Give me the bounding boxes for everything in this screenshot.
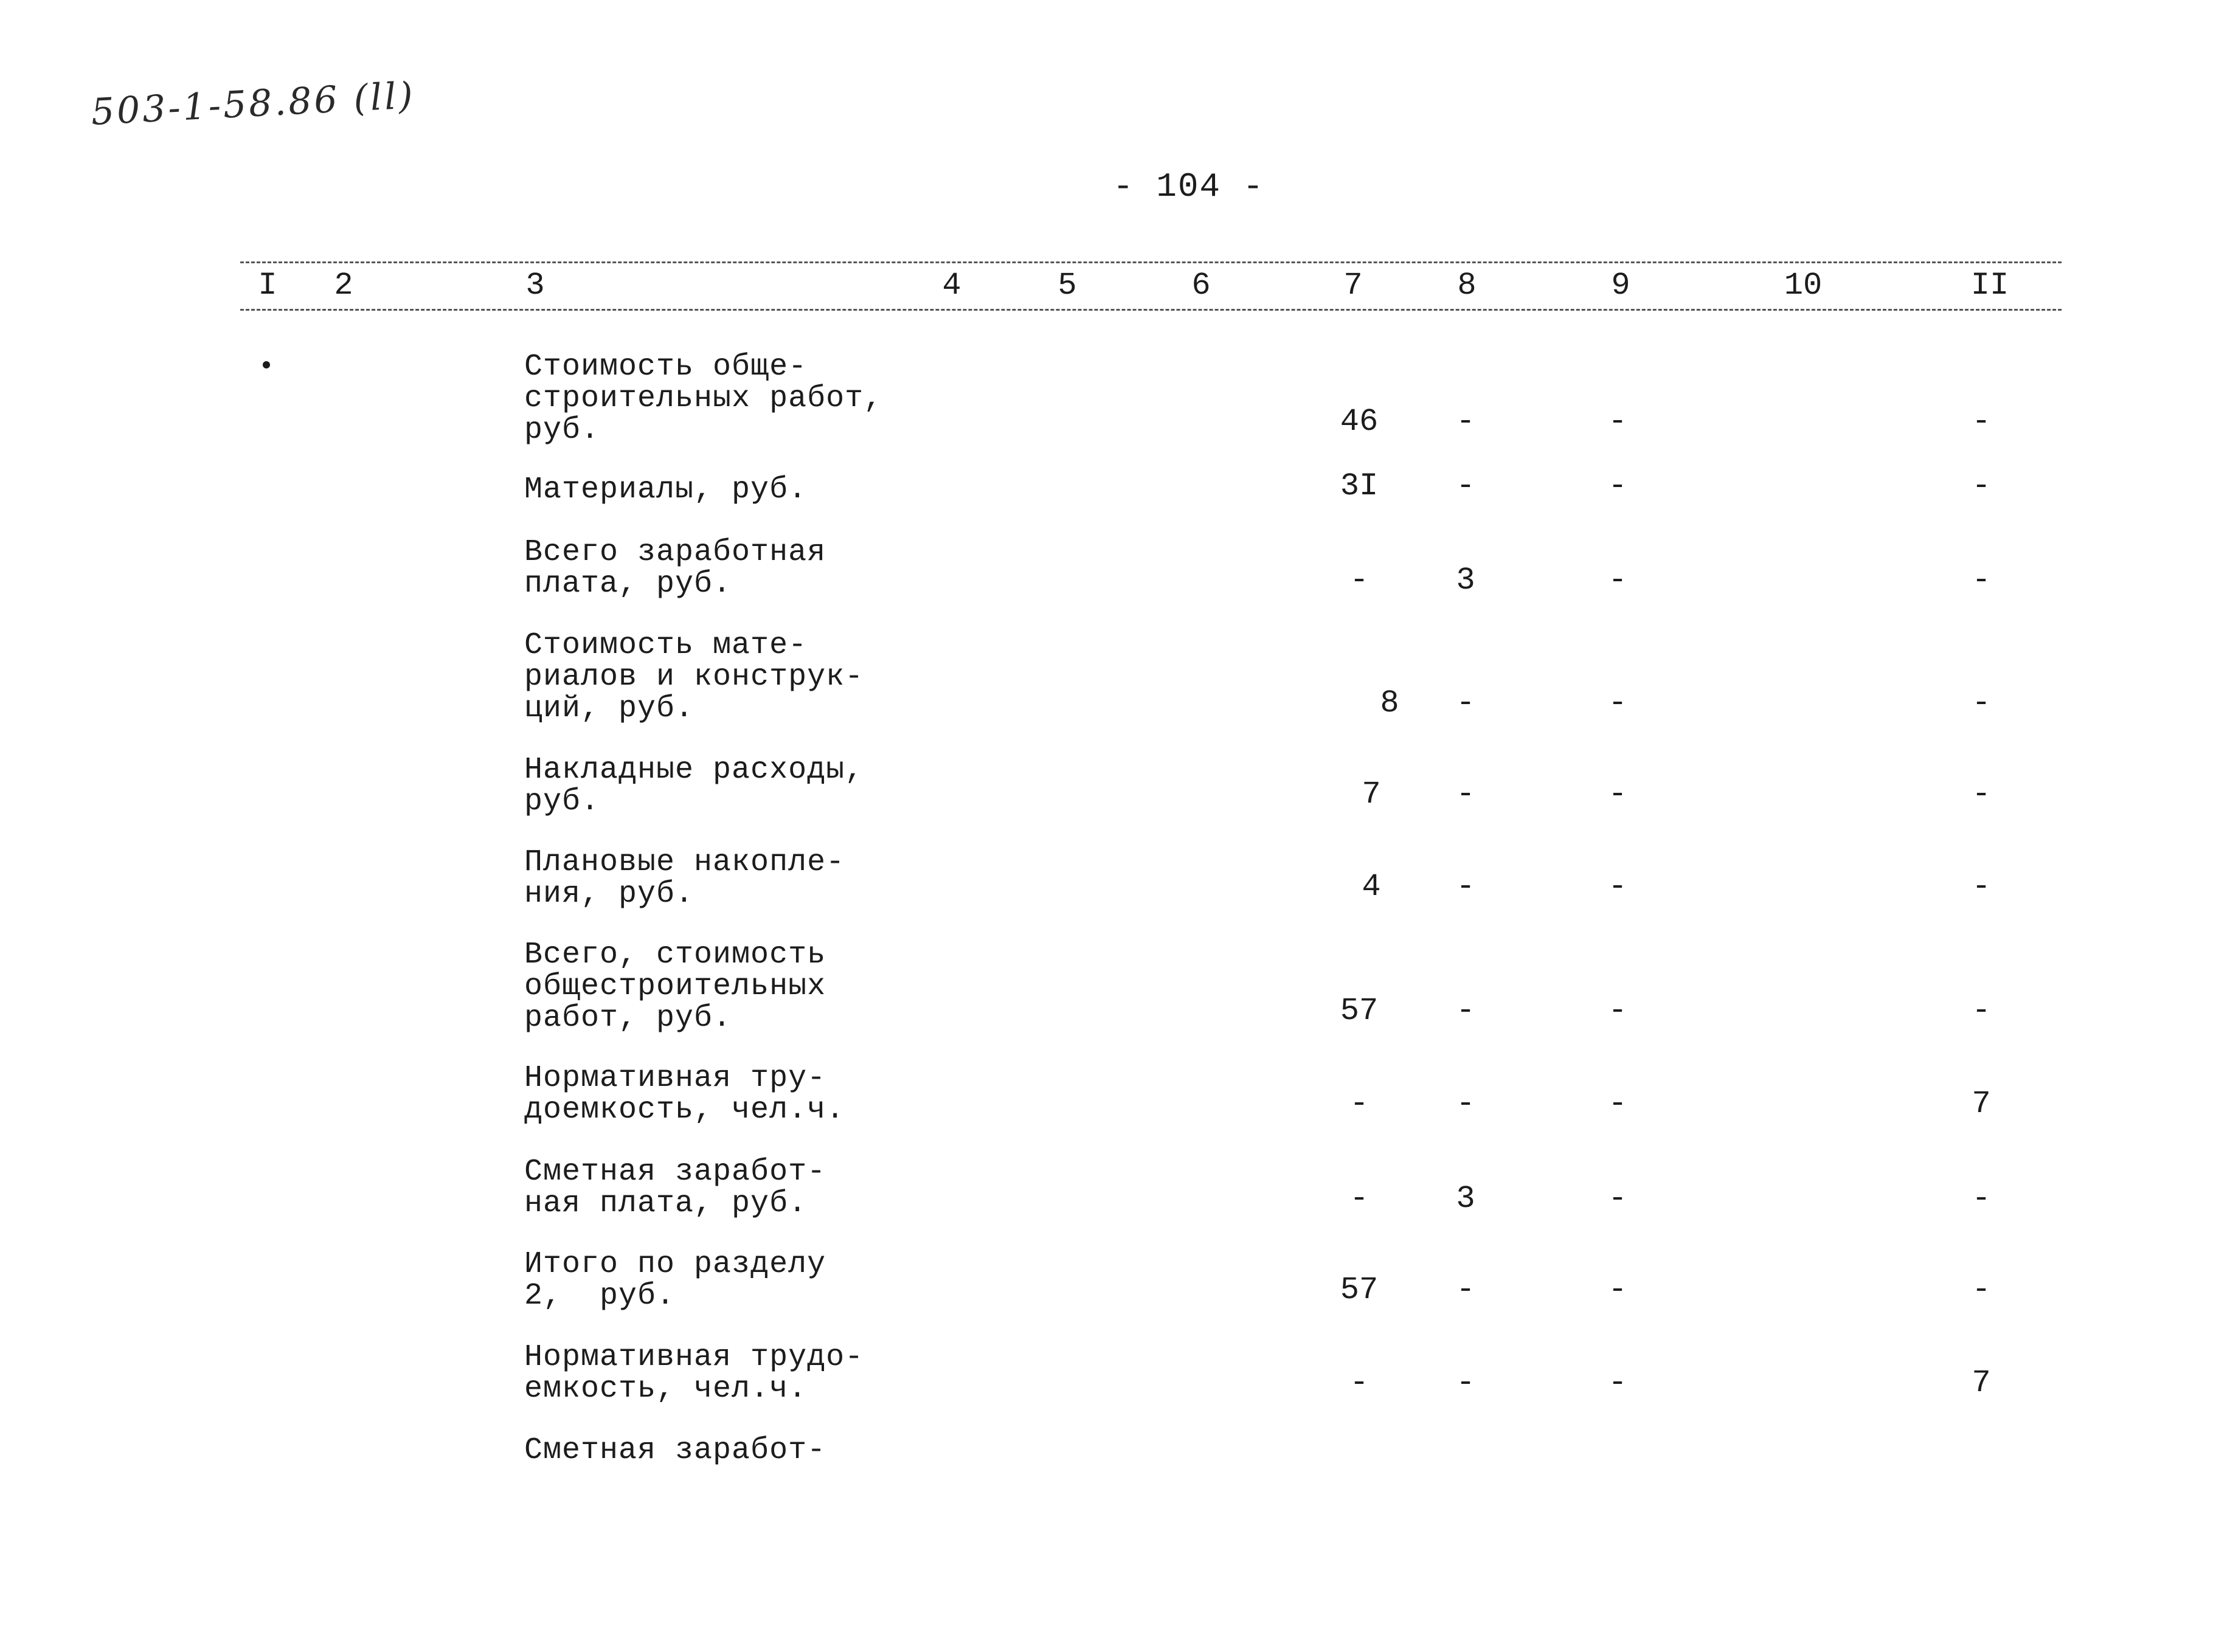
column-header-8: 8: [1457, 268, 1477, 303]
column-header-5: 5: [1058, 268, 1077, 303]
table-header-top-rule: [240, 261, 2062, 263]
column-header-2: 2: [334, 268, 353, 303]
column-header-4: 4: [942, 268, 961, 303]
column-header-10: 10: [1784, 268, 1823, 303]
cell-col11: -: [1972, 869, 1991, 905]
cell-col9: -: [1608, 1086, 1627, 1122]
row-description: Стоимость обще- строительных работ, руб.: [524, 350, 883, 448]
cell-col9: -: [1608, 1365, 1627, 1401]
row-description: Нормативная трудо- емкость, чел.ч.: [524, 1340, 864, 1406]
bullet-mark: [263, 361, 270, 368]
row-description: Всего, стоимость общестроительных работ, руб.: [524, 938, 826, 1035]
column-header-6: 6: [1191, 268, 1211, 303]
cell-col7: 57: [1340, 993, 1379, 1029]
cell-col9: -: [1608, 685, 1627, 721]
row-description: Всего заработная плата, руб.: [524, 535, 826, 601]
row-description: Сметная заработ-: [524, 1433, 826, 1468]
page-number: - 104 -: [1113, 167, 1265, 206]
column-header-1: I: [258, 268, 277, 303]
table-header-bottom-rule: [240, 309, 2062, 311]
cell-col7: 7: [1362, 776, 1381, 812]
row-description: Стоимость мате- риалов и конструк- ций, руб.: [524, 628, 864, 726]
cell-col7: -: [1349, 1365, 1369, 1401]
cell-col11: -: [1972, 404, 1991, 440]
cell-col11: -: [1972, 1181, 1991, 1217]
cell-col7: -: [1349, 562, 1369, 598]
cell-col11: -: [1972, 562, 1991, 598]
cell-col9: -: [1608, 1181, 1627, 1217]
cell-col11: -: [1972, 685, 1991, 721]
row-description: Накладные расходы, руб.: [524, 753, 864, 819]
cell-col8: -: [1456, 685, 1475, 721]
cell-col9: -: [1608, 776, 1627, 812]
cell-col7: 57: [1340, 1272, 1379, 1308]
cell-col7: 4: [1362, 869, 1381, 905]
cell-col9: -: [1608, 468, 1627, 504]
column-header-9: 9: [1611, 268, 1630, 303]
cell-col11: -: [1972, 468, 1991, 504]
cell-col7: -: [1349, 1086, 1369, 1122]
row-description: Итого по разделу 2, руб.: [524, 1247, 826, 1313]
cell-col9: -: [1608, 993, 1627, 1029]
cell-col9: -: [1608, 562, 1627, 598]
cell-col11: 7: [1972, 1365, 1991, 1401]
cell-col7: -: [1349, 1181, 1369, 1217]
cell-col8: -: [1456, 1365, 1475, 1401]
cell-col8: -: [1456, 993, 1475, 1029]
cell-col9: -: [1608, 404, 1627, 440]
row-description: Сметная заработ- ная плата, руб.: [524, 1155, 826, 1221]
row-description: Плановые накопле- ния, руб.: [524, 845, 845, 911]
cell-col7: 8: [1380, 685, 1399, 721]
cell-col8: -: [1456, 468, 1475, 504]
cell-col8: 3: [1456, 562, 1475, 598]
column-header-11: II: [1970, 268, 2009, 303]
column-header-7: 7: [1343, 268, 1363, 303]
column-header-3: 3: [525, 268, 545, 303]
handwritten-document-code: 503-1-58.86 (ll): [90, 74, 417, 134]
cell-col8: -: [1456, 869, 1475, 905]
cell-col9: -: [1608, 1272, 1627, 1308]
cell-col8: 3: [1456, 1181, 1475, 1217]
cell-col11: 7: [1972, 1086, 1991, 1122]
cell-col8: -: [1456, 776, 1475, 812]
row-description: Нормативная тру- доемкость, чел.ч.: [524, 1061, 845, 1127]
cell-col9: -: [1608, 869, 1627, 905]
cell-col11: -: [1972, 1272, 1991, 1308]
row-description: Материалы, руб.: [524, 472, 808, 507]
cell-col7: 46: [1340, 404, 1379, 440]
cell-col8: -: [1456, 1272, 1475, 1308]
cell-col7: 3I: [1340, 468, 1379, 504]
cell-col11: -: [1972, 776, 1991, 812]
cell-col8: -: [1456, 404, 1475, 440]
cell-col11: -: [1972, 993, 1991, 1029]
cell-col8: -: [1456, 1086, 1475, 1122]
